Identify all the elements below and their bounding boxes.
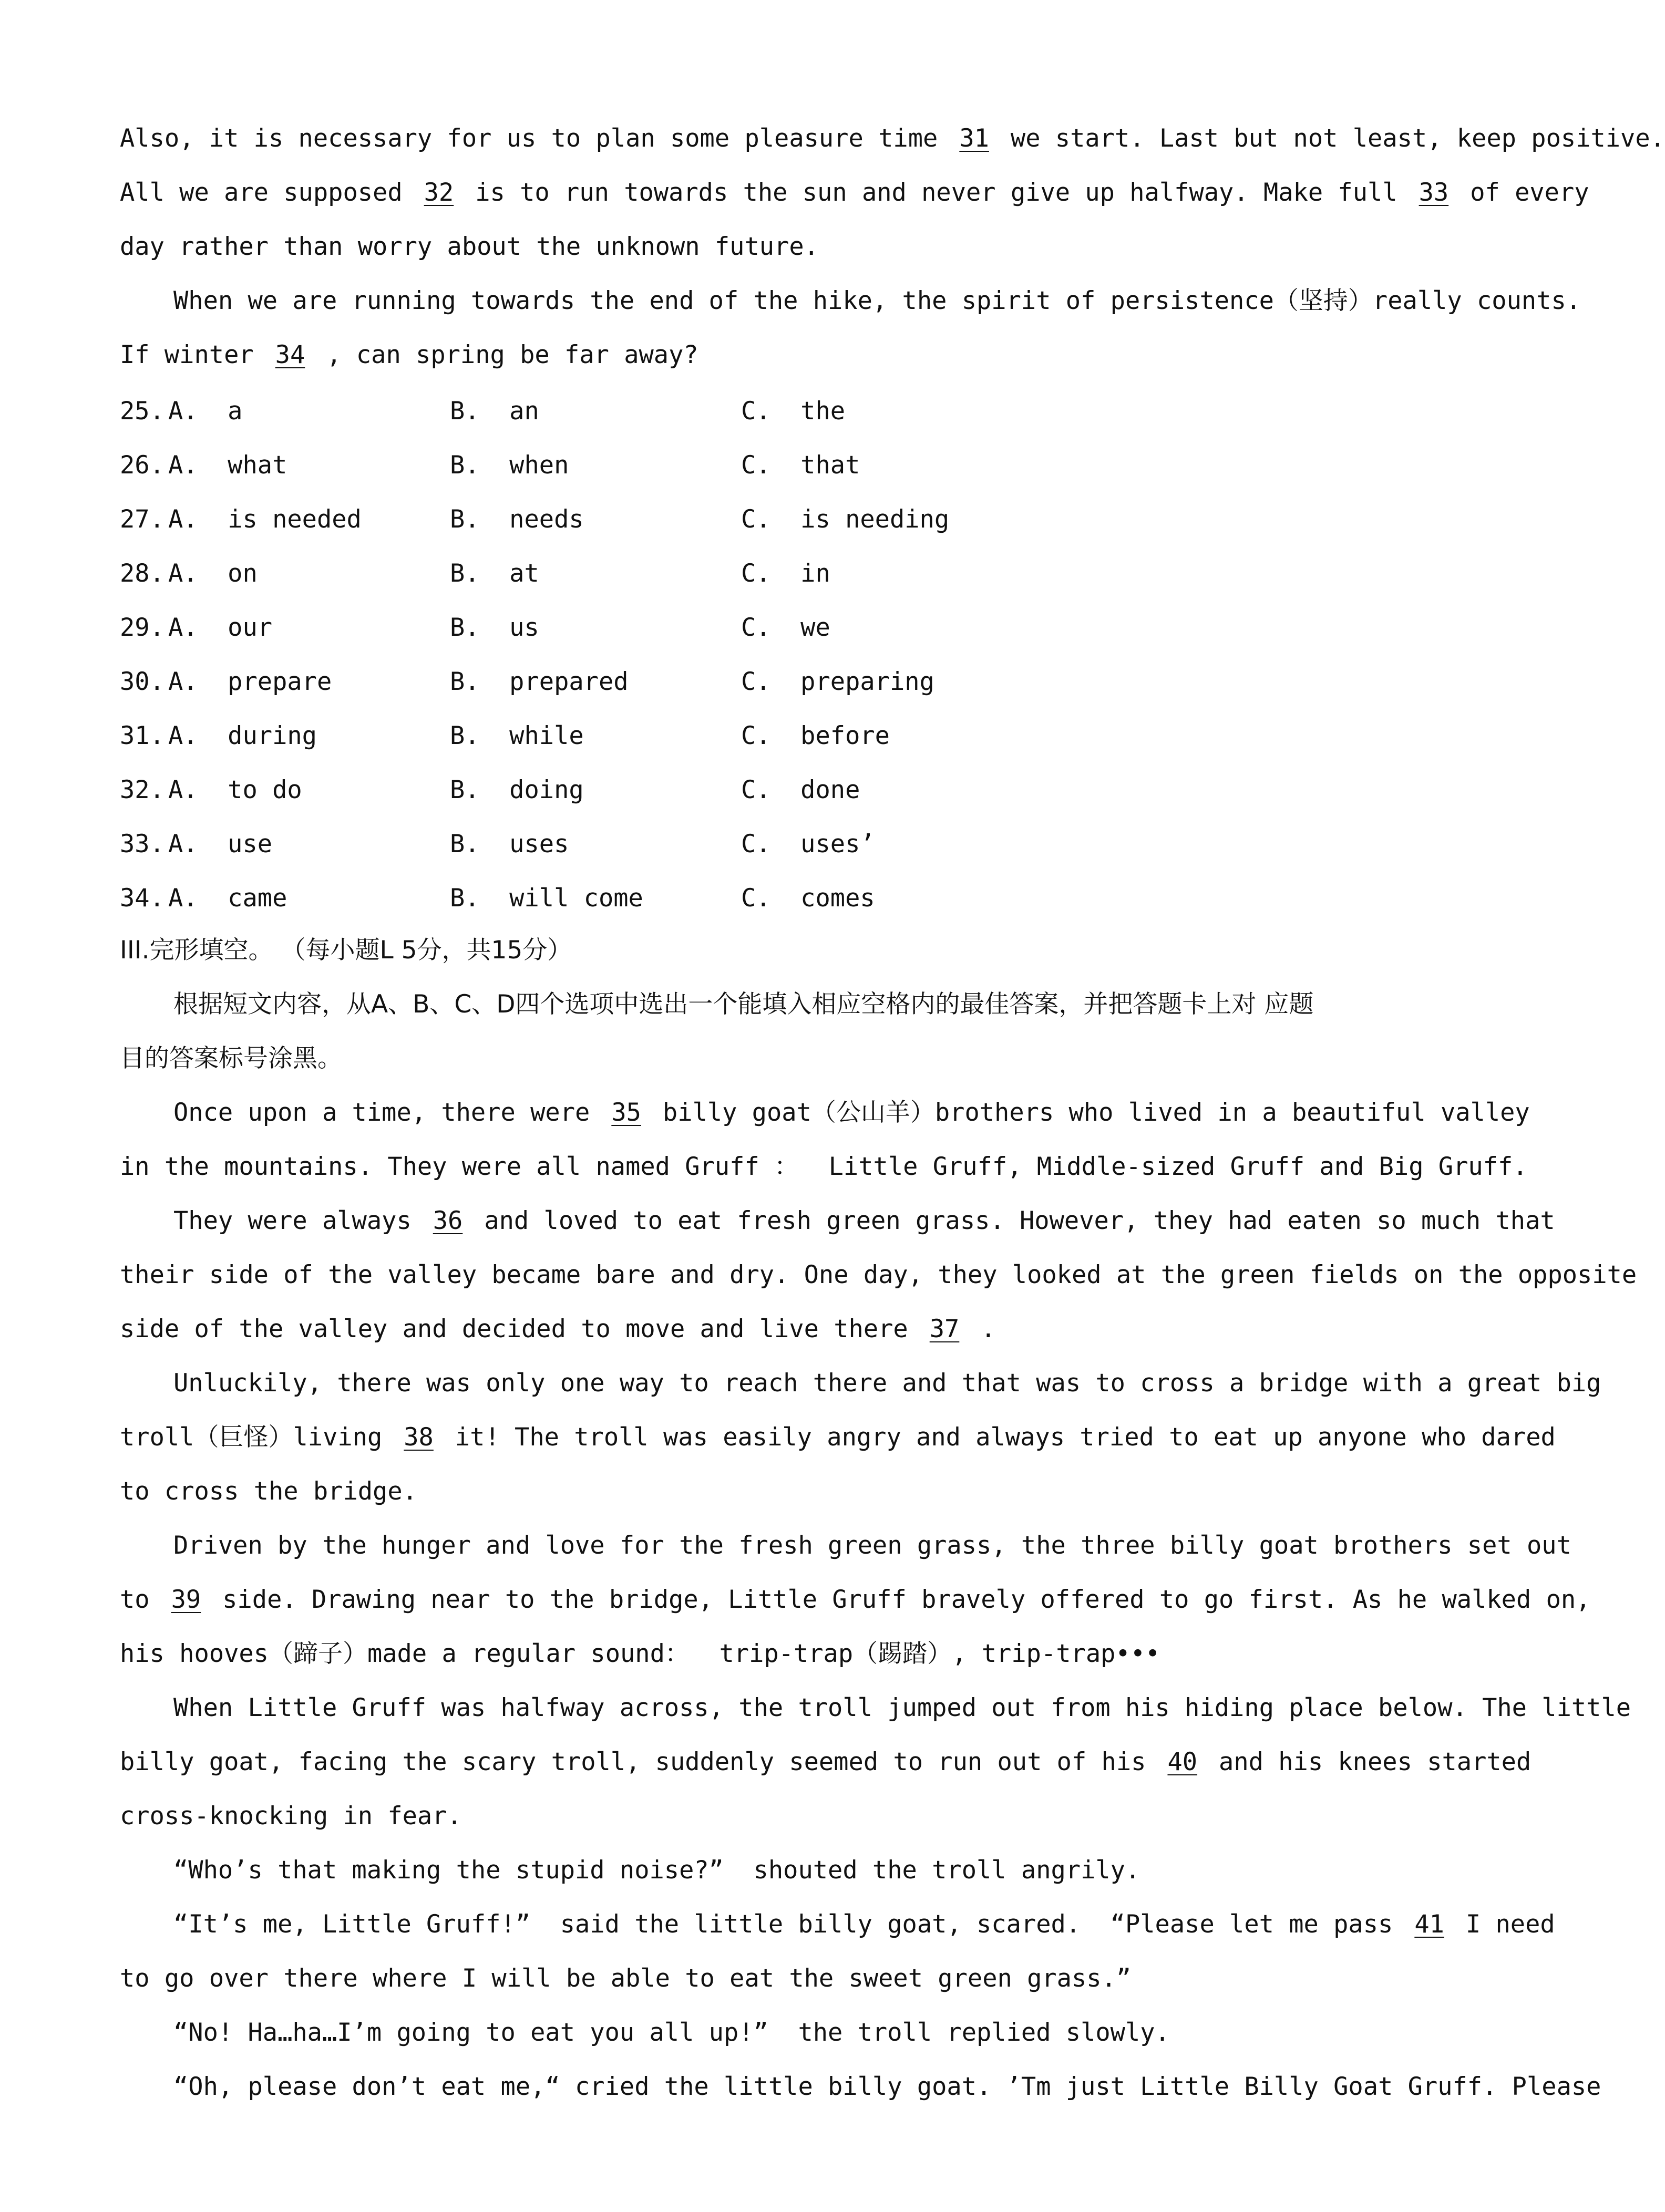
option-b: B. when [450, 451, 569, 480]
option-row [120, 559, 1171, 591]
option-c: C. before [741, 721, 890, 750]
story-text: troll（巨怪）living [120, 1423, 397, 1452]
option-b: B. needs [450, 505, 584, 534]
option-row [120, 776, 1171, 807]
story-text: billy goat, facing the scary troll, suddenly seemed to run out of his [120, 1748, 1161, 1776]
passage-text: is to run towards the sun and never give up halfway. Make full [460, 178, 1412, 207]
story-line: his hooves（蹄子）made a regular sound： trip-trap（踢踏）, trip-trap••• [120, 1639, 1160, 1668]
story-text: side of the valley and decided to move and live there [120, 1315, 923, 1343]
option-b: B. prepared [450, 667, 629, 696]
story-text: it! The troll was easily angry and always tried to eat up anyone who dared [440, 1423, 1556, 1452]
question-number: 31. [120, 721, 165, 750]
passage-text: day rather than worry about the unknown future. [120, 232, 819, 261]
option-row [120, 613, 1171, 645]
story-line [173, 1100, 1530, 1125]
story-text: and loved to eat fresh green grass. However, they had eaten so much that [469, 1206, 1555, 1235]
option-row [120, 721, 1171, 753]
option-c: C. done [741, 776, 860, 804]
story-line [120, 1425, 1556, 1450]
option-a: A. use [168, 830, 273, 859]
question-number: 33. [120, 830, 165, 859]
story-line: When Little Gruff was halfway across, the troll jumped out from his hiding place below. The little [173, 1693, 1631, 1722]
option-c: C. uses’ [741, 830, 875, 859]
story-line [120, 1750, 1531, 1774]
story-line: to go over there where I will be able to eat the sweet green grass.” [120, 1964, 1132, 1993]
blank-40: 40 [1167, 1748, 1198, 1776]
blank-36: 36 [433, 1206, 463, 1235]
option-a: A. during [168, 721, 317, 750]
story-line [120, 1587, 1590, 1612]
story-text: billy goat（公山羊）brothers who lived in a beautiful valley [647, 1098, 1530, 1127]
option-b: B. at [450, 559, 539, 588]
story-line: “Who’s that making the stupid noise?” shouted the troll angrily. [173, 1856, 1140, 1885]
option-a: A. came [168, 884, 287, 913]
option-b: B. will come [450, 884, 643, 913]
option-b: B. us [450, 613, 539, 642]
passage-line [120, 126, 1665, 151]
blank-32: 32 [424, 178, 454, 207]
story-line [173, 1912, 1555, 1937]
option-a: A. is needed [168, 505, 362, 534]
story-line: their side of the valley became bare and dry. One day, they looked at the green fields on the opposite [120, 1260, 1637, 1289]
story-line: “No! Ha…ha…I’m going to eat you all up!” the troll replied slowly. [173, 2018, 1170, 2047]
blank-39: 39 [171, 1585, 201, 1614]
story-line [173, 1208, 1555, 1233]
passage-line [120, 234, 819, 259]
passage-line [120, 340, 698, 369]
option-c: C. we [741, 613, 830, 642]
option-c: C. is needing [741, 505, 950, 534]
passage-text: If winter [120, 340, 269, 369]
question-number: 27. [120, 505, 165, 534]
story-text: They were always [173, 1206, 427, 1235]
question-number: 29. [120, 613, 165, 642]
passage-line [173, 288, 1581, 313]
passage-text: Also, it is necessary for us to plan some pleasure time [120, 124, 953, 153]
passage-text: All we are supposed [120, 178, 417, 207]
blank-35: 35 [611, 1098, 641, 1127]
story-text: and his knees started [1204, 1748, 1532, 1776]
blank-38: 38 [404, 1423, 434, 1452]
option-row [120, 667, 1171, 699]
blank-34: 34 [275, 340, 305, 369]
story-text: . [966, 1315, 996, 1343]
story-text: “It’s me, Little Gruff!” said the little billy goat, scared. “Please let me pass [173, 1910, 1408, 1939]
question-number: 32. [120, 776, 165, 804]
section-heading: III.完形填空。 （每小题L 5分，共15分） [120, 936, 572, 965]
option-b: B. doing [450, 776, 584, 804]
option-c: C. comes [741, 884, 875, 913]
option-a: A. to do [168, 776, 302, 804]
option-row [120, 830, 1171, 861]
passage-line [120, 180, 1589, 205]
blank-37: 37 [929, 1315, 960, 1343]
story-line: Unluckily, there was only one way to reach there and that was to cross a bridge with a great big [173, 1369, 1601, 1398]
passage-text: When we are running towards the end of the hike, the spirit of persistence（坚持）really counts. [173, 286, 1581, 315]
blank-33: 33 [1419, 178, 1449, 207]
option-a: A. prepare [168, 667, 332, 696]
question-number: 26. [120, 451, 165, 480]
story-line: to cross the bridge. [120, 1477, 417, 1506]
option-a: A. what [168, 451, 287, 480]
story-text: side. Drawing near to the bridge, Little Gruff bravely offered to go first. As he walked on, [207, 1585, 1591, 1614]
option-c: C. in [741, 559, 830, 588]
option-c: C. that [741, 451, 860, 480]
story-text: Once upon a time, there were [173, 1098, 605, 1127]
option-b: B. while [450, 721, 584, 750]
story-line [120, 1317, 996, 1341]
story-text: to [120, 1585, 165, 1614]
question-number: 30. [120, 667, 165, 696]
option-a: A. on [168, 559, 258, 588]
question-number: 25. [120, 397, 165, 426]
passage-text: , can spring be far away? [311, 340, 698, 369]
option-b: B. an [450, 397, 539, 426]
option-row [120, 397, 1171, 428]
option-b: B. uses [450, 830, 569, 859]
story-text: I need [1451, 1910, 1555, 1939]
passage-text: we start. Last but not least, keep positive. [995, 124, 1665, 153]
question-number: 28. [120, 559, 165, 588]
story-line: in the mountains. They were all named Gruff ： Little Gruff, Middle-sized Gruff and Big Gruff. [120, 1152, 1528, 1181]
option-row [120, 884, 1171, 915]
section-instructions: 目的答案标号涂黑。 [120, 1044, 342, 1073]
story-line: “Oh, please don’t eat me,“ cried the little billy goat. ’Tm just Little Billy Goat Gruff. Please [173, 2072, 1601, 2101]
option-row [120, 451, 1171, 482]
section-instructions: 根据短文内容，从A、B、C、D四个选项中选出一个能填入相应空格内的最佳答案，并把答题卡上对 应题 [173, 990, 1314, 1019]
story-line: Driven by the hunger and love for the fresh green grass, the three billy goat brothers set out [173, 1531, 1571, 1560]
option-row [120, 505, 1171, 536]
option-a: A. a [168, 397, 243, 426]
blank-41: 41 [1414, 1910, 1444, 1939]
option-c: C. the [741, 397, 846, 426]
story-line: cross-knocking in fear. [120, 1802, 462, 1831]
question-number: 34. [120, 884, 165, 913]
option-c: C. preparing [741, 667, 934, 696]
option-a: A. our [168, 613, 273, 642]
blank-31: 31 [959, 124, 989, 153]
passage-text: of every [1455, 178, 1589, 207]
